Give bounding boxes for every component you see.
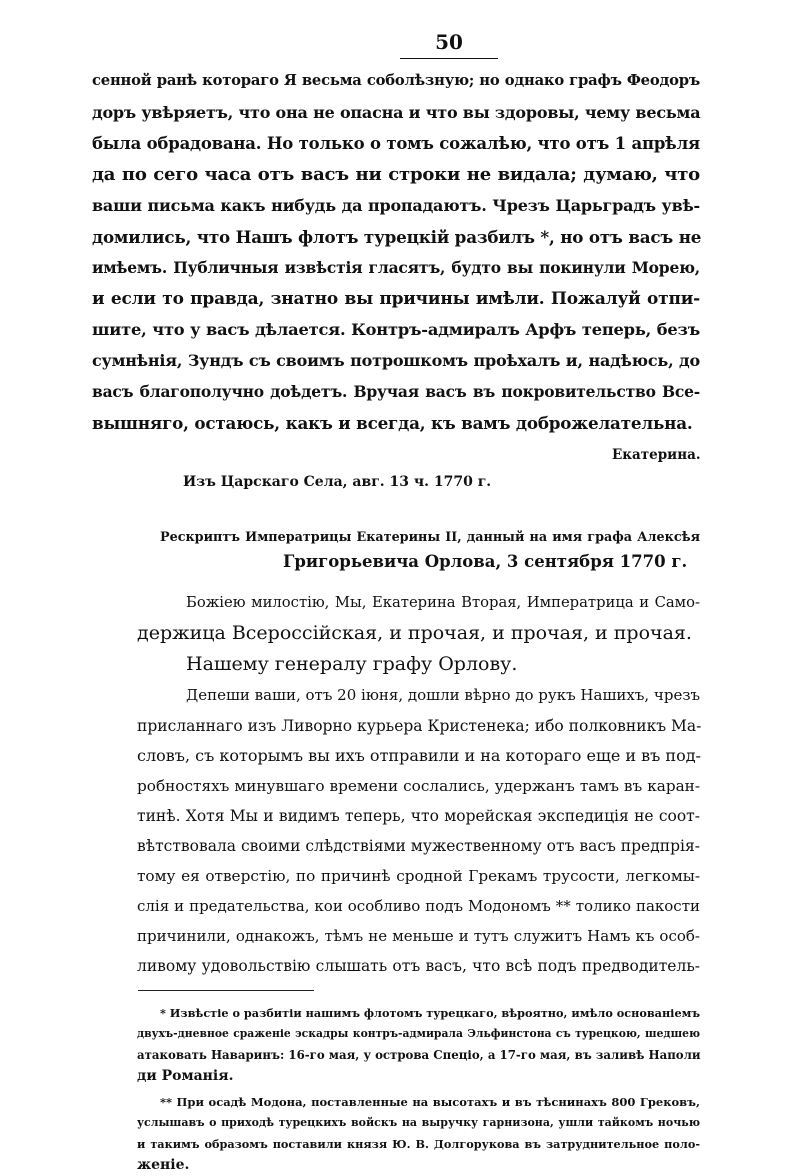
document-title: Рескриптъ Императрицы Екатерины II, данный на имя графа Алексѣя [160,530,700,545]
page-number-rule [400,58,498,59]
text-line: Божіею милостію, Мы, Екатерина Вторая, Императрица и Само- [186,594,700,611]
signature: Екатерина. [612,447,701,463]
document-title: Григорьевича Орлова, 3 сентября 1770 г. [283,552,688,571]
text-line: слія и предательства, кои особливо подъ Модономъ ** толико пакости [137,897,700,915]
footnote-line: * Извѣстіе о разбитіи нашимъ флотомъ турецкаго, вѣроятно, имѣло основаніемъ [160,1006,701,1020]
text-line: ливому удовольствію слышать отъ васъ, что всѣ подъ предводитель- [137,957,700,975]
text-line: да по сего часа отъ васъ ни строки не видала; думаю, что [92,164,700,185]
footnote-line: атаковать Наваринъ: 16-го мая, у острова Спеціо, а 17-го мая, въ заливѣ Наполи [137,1048,701,1062]
footnote-rule [138,990,314,991]
text-line: причинили, однакожъ, тѣмъ не меньше и тутъ служитъ Намъ къ особ- [137,927,700,945]
text-line: домились, что Нашъ флотъ турецкій разбилъ *, но отъ васъ не [92,227,702,247]
dateline: Изъ Царскаго Села, авг. 13 ч. 1770 г. [183,474,492,490]
text-line: присланнаго изъ Ливорно курьера Кристенека; ибо полковникъ Ма- [137,717,702,735]
text-line: вѣтствовала своими слѣдствіями мужественному отъ васъ предпрія- [137,837,700,855]
text-line: держица Всероссійская, и прочая, и прочая, и прочая. [137,622,692,644]
footnote-line: ди Романія. [137,1068,234,1084]
text-line: вышняго, остаюсь, какъ и всегда, къ вамъ доброжелательна. [92,413,693,433]
text-line: васъ благополучно доѣдетъ. Вручая васъ въ покровительство Все- [92,382,700,401]
text-line: сумнѣнія, Зундъ съ своимъ потрошкомъ проѣхалъ и, надѣюсь, до [92,351,700,370]
text-line: тому ея отверстію, по причинѣ сродной Грекамъ трусости, легкомы- [137,867,700,885]
footnote-line: и такимъ образомъ поставили князя Ю. В. Долгорукова въ затруднительное поло- [137,1137,700,1151]
text-line: ваши письма какъ нибудь да пропадаютъ. Чрезъ Царьградъ увѣ- [92,196,700,215]
footnote-line: двухъ-дневное сраженіе эскадры контръ-адмирала Эльфинстона съ турецкою, шедшею [137,1027,700,1040]
text-line: сенной ранѣ котораго Я весьма соболѣзную; но однако графъ Феодоръ [92,72,700,89]
text-line: словъ, съ которымъ вы ихъ отправили и на котораго еще и въ под- [137,746,701,765]
footnote-line: ** При осадѣ Модона, поставленные на высотахъ и въ тѣснинахъ 800 Грековъ, [160,1095,700,1109]
addressee: Нашему генералу графу Орлову. [186,653,518,675]
text-line: тинѣ. Хотя Мы и видимъ теперь, что морейская экспедиція не соот- [137,807,700,825]
text-line: доръ увѣряетъ, что она не опасна и что вы здоровы, чему весьма [92,103,701,122]
text-line: шите, что у васъ дѣлается. Контръ-адмиралъ Арфъ теперь, безъ [92,320,700,339]
text-line: имѣемъ. Публичныя извѣстія гласятъ, будто вы покинули Морею, [92,258,700,277]
text-line: и если то правда, знатно вы причины имѣли. Пожалуй отпи- [92,289,700,309]
page-number: 50 [435,30,463,54]
text-line: робностяхъ минувшаго времени сослались, удержанъ тамъ въ каран- [137,777,700,795]
text-line: была обрадована. Но только о томъ сожалѣю, что отъ 1 апрѣля [92,134,700,153]
footnote-line: услышавъ о приходѣ турецкихъ войскъ на выручку гарнизона, ушли тайкомъ ночью [137,1116,700,1129]
text-line: Депеши ваши, отъ 20 іюня, дошли вѣрно до рукъ Нашихъ, чрезъ [186,686,701,704]
footnote-line: женіе. [137,1157,190,1173]
